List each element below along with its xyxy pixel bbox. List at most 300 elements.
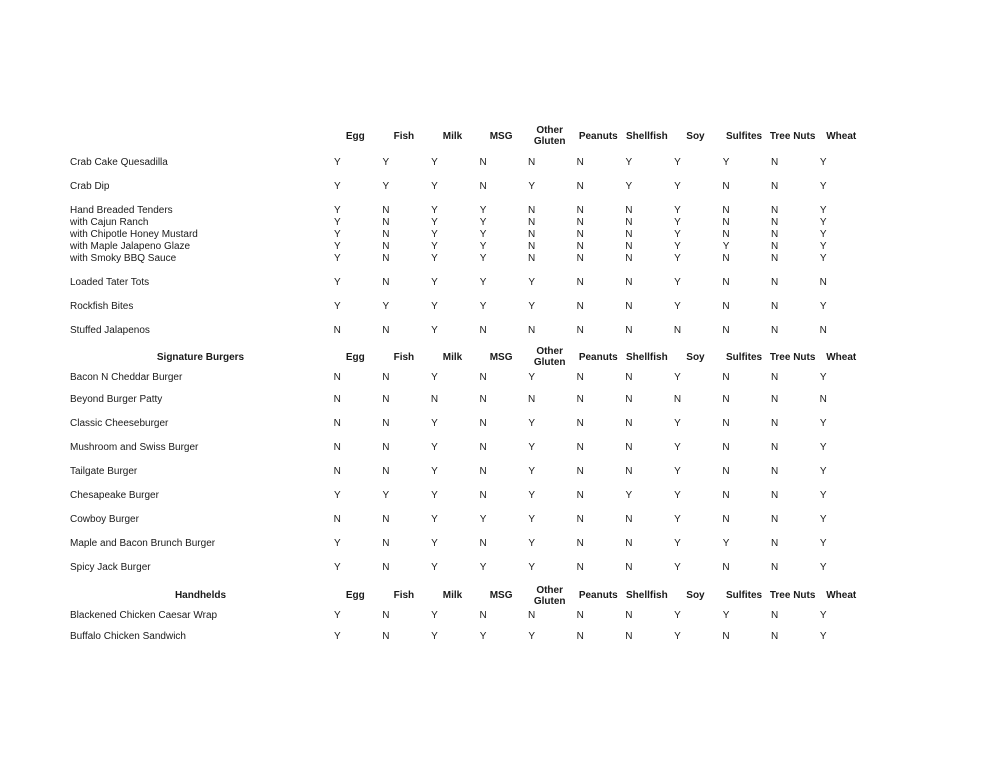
allergen-value: Y [431, 301, 438, 312]
allergen-cell-soy [671, 436, 720, 460]
allergen-value: N [722, 217, 730, 228]
column-header-fish: Fish [393, 590, 415, 601]
allergen-value: Y [431, 514, 438, 525]
allergen-value: Y [431, 631, 438, 642]
allergen-value: Y [431, 205, 438, 216]
allergen-cell-msg [477, 607, 526, 625]
allergen-cell-other-gluten [525, 271, 574, 295]
allergen-cell-wheat [817, 368, 866, 388]
allergen-value: N [333, 394, 341, 405]
allergen-cell-sulfites [720, 388, 769, 412]
allergen-cell-milk [428, 217, 477, 229]
item-name: with Maple Jalapeno Glaze [70, 241, 191, 252]
allergen-cell-sulfites [720, 217, 769, 229]
allergen-value: Y [819, 241, 827, 252]
allergen-cell-milk [428, 460, 477, 484]
allergen-value: N [479, 325, 487, 336]
allergen-cell-milk [428, 484, 477, 508]
allergen-cell-egg [331, 319, 380, 343]
allergen-value: Y [431, 325, 438, 336]
allergen-value: Y [431, 217, 438, 228]
column-header-milk: Milk [442, 351, 463, 363]
section-header [70, 121, 866, 151]
allergen-cell-sulfites [720, 175, 769, 199]
column-header-egg: Egg [345, 590, 365, 601]
allergen-value: N [333, 325, 341, 336]
allergen-value: N [479, 181, 487, 192]
allergen-value: N [722, 442, 730, 453]
allergen-cell-tree-nuts [768, 241, 817, 253]
item-name: Classic Cheeseburger [70, 418, 169, 429]
allergen-cell-soy [671, 253, 720, 271]
allergen-value: Y [528, 490, 535, 501]
allergen-value: N [722, 205, 730, 216]
allergen-cell-sulfites [720, 484, 769, 508]
item-name: Stuffed Jalapenos [70, 325, 150, 336]
allergen-cell-other-gluten [525, 484, 574, 508]
allergen-value: N [673, 394, 682, 405]
allergen-value: Y [333, 301, 341, 312]
item-name: Tailgate Burger [70, 466, 138, 477]
allergen-cell-fish [380, 151, 429, 175]
allergen-cell-wheat [817, 217, 866, 229]
allergen-value: N [771, 562, 779, 573]
allergen-row-stuffed-jalapenos [70, 319, 866, 343]
allergen-cell-wheat [817, 229, 866, 241]
allergen-value: N [576, 217, 584, 228]
allergen-value: N [722, 562, 730, 573]
allergen-cell-sulfites [720, 199, 769, 217]
allergen-value: N [771, 418, 779, 429]
allergen-cell-egg [331, 484, 380, 508]
allergen-cell-msg [477, 484, 526, 508]
allergen-value: Y [819, 229, 827, 240]
allergen-value: N [771, 442, 779, 453]
allergen-value: N [819, 325, 827, 336]
allergen-value: N [479, 610, 487, 621]
allergen-cell-peanuts [574, 460, 623, 484]
allergen-cell-wheat [817, 253, 866, 271]
allergen-cell-msg [477, 199, 526, 217]
column-header-other-gluten: Other Gluten [533, 125, 566, 147]
allergen-row-with-smoky-bbq-sauce [70, 253, 866, 271]
allergen-cell-msg [477, 460, 526, 484]
allergen-cell-milk [428, 388, 477, 412]
section-rows [70, 607, 866, 649]
allergen-cell-msg [477, 532, 526, 556]
allergen-value: N [576, 394, 584, 405]
allergen-value: Y [674, 241, 681, 252]
section-rows [70, 151, 866, 343]
allergen-value: Y [528, 372, 535, 383]
allergen-value: Y [819, 562, 827, 573]
allergen-value: Y [333, 277, 341, 288]
allergen-value: N [576, 372, 584, 383]
allergen-value: N [528, 241, 536, 252]
allergen-cell-tree-nuts [768, 436, 817, 460]
allergen-value: Y [722, 610, 730, 621]
allergen-value: Y [479, 277, 487, 288]
allergen-value: Y [528, 631, 535, 642]
allergen-cell-sulfites [720, 607, 769, 625]
allergen-value: Y [819, 217, 827, 228]
allergen-cell-peanuts [574, 436, 623, 460]
allergen-row-rockfish-bites [70, 295, 866, 319]
allergen-value: Y [431, 241, 438, 252]
allergen-cell-milk [428, 607, 477, 625]
allergen-cell-egg [331, 175, 380, 199]
allergen-value: Y [333, 241, 341, 252]
allergen-cell-msg [477, 253, 526, 271]
item-name: with Smoky BBQ Sauce [70, 253, 177, 264]
allergen-value: N [722, 418, 730, 429]
allergen-value: N [771, 631, 779, 642]
allergen-value: Y [333, 610, 341, 621]
allergen-cell-egg [331, 295, 380, 319]
allergen-cell-other-gluten [525, 607, 574, 625]
allergen-value: N [576, 631, 584, 642]
allergen-value: Y [674, 205, 681, 216]
allergen-value: Y [431, 372, 438, 383]
allergen-cell-wheat [817, 319, 866, 343]
allergen-value: N [771, 325, 779, 336]
allergen-cell-msg [477, 295, 526, 319]
allergen-cell-sulfites [720, 253, 769, 271]
allergen-cell-shellfish [623, 368, 672, 388]
allergen-value: Y [528, 466, 535, 477]
allergen-value: N [771, 490, 779, 501]
allergen-row-loaded-tater-tots [70, 271, 866, 295]
allergen-cell-milk [428, 271, 477, 295]
allergen-value: Y [431, 466, 438, 477]
column-header-sulfites: Sulfites [725, 351, 763, 363]
allergen-cell-other-gluten [525, 412, 574, 436]
allergen-value: N [382, 372, 390, 383]
allergen-value: Y [382, 157, 390, 168]
allergen-value: N [722, 372, 730, 383]
allergen-cell-shellfish [623, 151, 672, 175]
allergen-value: N [333, 442, 341, 453]
allergen-cell-shellfish [623, 607, 672, 625]
section-header-row [70, 584, 866, 607]
allergen-cell-other-gluten [525, 151, 574, 175]
allergen-value: N [528, 157, 536, 168]
allergen-cell-sulfites [720, 460, 769, 484]
section-rows [70, 368, 866, 580]
column-header-shellfish: Shellfish [626, 130, 668, 142]
allergen-cell-shellfish [623, 319, 672, 343]
allergen-cell-peanuts [574, 271, 623, 295]
allergen-value: Y [819, 372, 827, 383]
allergen-cell-msg [477, 368, 526, 388]
allergen-cell-sulfites [720, 532, 769, 556]
column-header-peanuts: Peanuts [578, 590, 618, 601]
allergen-value: N [625, 229, 633, 240]
allergen-value: Y [819, 514, 827, 525]
allergen-cell-shellfish [623, 217, 672, 229]
allergen-value: N [479, 157, 487, 168]
allergen-cell-peanuts [574, 319, 623, 343]
allergen-row-maple-and-bacon-brunch-burger [70, 532, 866, 556]
allergen-cell-fish [380, 556, 429, 580]
allergen-cell-egg [331, 412, 380, 436]
allergen-row-crab-cake-quesadilla [70, 151, 866, 175]
allergen-value: Y [674, 372, 681, 383]
column-header-wheat: Wheat [826, 351, 857, 363]
column-header-msg: MSG [489, 590, 513, 601]
allergen-cell-tree-nuts [768, 368, 817, 388]
allergen-cell-other-gluten [525, 253, 574, 271]
allergen-value: N [382, 562, 390, 573]
allergen-value: Y [674, 253, 681, 264]
allergen-cell-peanuts [574, 508, 623, 532]
allergen-cell-egg [331, 532, 380, 556]
allergen-value: Y [333, 538, 341, 549]
allergen-cell-egg [331, 253, 380, 271]
allergen-value: Y [674, 442, 681, 453]
allergen-row-spicy-jack-burger [70, 556, 866, 580]
allergen-cell-tree-nuts [768, 508, 817, 532]
allergen-cell-soy [671, 556, 720, 580]
allergen-cell-soy [671, 508, 720, 532]
allergen-value: Y [674, 301, 681, 312]
menu-section-table-handhelds [70, 584, 866, 649]
column-header-fish: Fish [393, 351, 415, 363]
allergen-row-with-maple-jalapeno-glaze [70, 241, 866, 253]
allergen-value: Y [819, 253, 827, 264]
allergen-cell-soy [671, 271, 720, 295]
allergen-cell-msg [477, 625, 526, 649]
column-header-soy: Soy [686, 351, 705, 363]
allergen-value: Y [722, 241, 730, 252]
allergen-row-with-chipotle-honey-mustard [70, 229, 866, 241]
allergen-cell-msg [477, 241, 526, 253]
allergen-value: N [528, 325, 536, 336]
allergen-cell-other-gluten [525, 217, 574, 229]
allergen-cell-other-gluten [525, 556, 574, 580]
allergen-value: Y [431, 538, 438, 549]
allergen-value: N [771, 394, 779, 405]
allergen-value: N [722, 466, 730, 477]
allergen-value: N [722, 253, 730, 264]
column-header-tree-nuts: Tree Nuts [769, 130, 816, 142]
allergen-value: N [528, 217, 536, 228]
allergen-value: Y [528, 418, 535, 429]
allergen-cell-milk [428, 368, 477, 388]
allergen-value: N [382, 241, 390, 252]
allergen-value: N [528, 610, 536, 621]
allergen-value: Y [528, 277, 535, 288]
allergen-cell-wheat [817, 199, 866, 217]
allergen-value: Y [333, 631, 341, 642]
allergen-value: Y [674, 466, 681, 477]
allergen-cell-tree-nuts [768, 484, 817, 508]
allergen-cell-tree-nuts [768, 625, 817, 649]
allergen-cell-other-gluten [525, 175, 574, 199]
allergen-cell-sulfites [720, 508, 769, 532]
allergen-cell-msg [477, 508, 526, 532]
column-header-tree-nuts: Tree Nuts [769, 351, 816, 363]
allergen-cell-wheat [817, 241, 866, 253]
allergen-value: Y [333, 205, 341, 216]
allergen-cell-milk [428, 508, 477, 532]
allergen-value: N [771, 538, 779, 549]
column-header-sulfites: Sulfites [725, 130, 763, 142]
allergen-cell-wheat [817, 625, 866, 649]
allergen-cell-peanuts [574, 625, 623, 649]
allergen-cell-peanuts [574, 217, 623, 229]
allergen-value: Y [674, 217, 681, 228]
allergen-value: N [382, 394, 390, 405]
item-name: Cowboy Burger [70, 514, 139, 525]
item-name: Mushroom and Swiss Burger [70, 442, 199, 453]
allergen-value: Y [431, 490, 438, 501]
allergen-cell-fish [380, 532, 429, 556]
column-header-other-gluten: Other Gluten [533, 584, 566, 607]
allergen-value: N [771, 301, 779, 312]
allergen-cell-fish [380, 199, 429, 217]
allergen-cell-other-gluten [525, 368, 574, 388]
allergen-value: N [771, 205, 779, 216]
allergen-value: N [771, 372, 779, 383]
allergen-value: Y [819, 157, 827, 168]
allergen-value: N [771, 217, 779, 228]
column-header-peanuts: Peanuts [578, 130, 618, 142]
allergen-value: N [625, 253, 633, 264]
allergen-cell-sulfites [720, 271, 769, 295]
item-name: Maple and Bacon Brunch Burger [70, 538, 216, 549]
allergen-value: Y [479, 562, 487, 573]
allergen-value: Y [333, 217, 341, 228]
column-header-other-gluten: Other Gluten [533, 346, 566, 368]
allergen-value: Y [625, 157, 633, 168]
allergen-cell-peanuts [574, 484, 623, 508]
item-name: Crab Cake Quesadilla [70, 157, 168, 168]
allergen-value: Y [722, 157, 730, 168]
allergen-cell-egg [331, 625, 380, 649]
allergen-cell-peanuts [574, 229, 623, 241]
allergen-value: N [625, 394, 633, 405]
allergen-value: N [333, 372, 341, 383]
allergen-cell-fish [380, 229, 429, 241]
allergen-value: N [479, 372, 487, 383]
allergen-cell-other-gluten [525, 508, 574, 532]
allergen-cell-shellfish [623, 271, 672, 295]
allergen-cell-tree-nuts [768, 199, 817, 217]
allergen-cell-sulfites [720, 556, 769, 580]
allergen-value: N [382, 205, 390, 216]
allergen-value: N [333, 514, 341, 525]
column-header-shellfish: Shellfish [626, 351, 668, 363]
allergen-value: Y [674, 181, 681, 192]
allergen-cell-egg [331, 436, 380, 460]
section-header-row [70, 346, 866, 368]
allergen-cell-soy [671, 625, 720, 649]
item-name: Chesapeake Burger [70, 490, 159, 501]
allergen-cell-egg [331, 217, 380, 229]
allergen-value: Y [382, 301, 390, 312]
allergen-cell-egg [331, 388, 380, 412]
allergen-value: Y [674, 277, 681, 288]
column-header-shellfish: Shellfish [626, 590, 668, 601]
item-name: Beyond Burger Patty [70, 394, 163, 405]
allergen-cell-peanuts [574, 199, 623, 217]
item-name: Loaded Tater Tots [70, 277, 150, 288]
allergen-cell-tree-nuts [768, 319, 817, 343]
allergen-value: Y [333, 229, 341, 240]
allergen-row-chesapeake-burger [70, 484, 866, 508]
allergen-cell-shellfish [623, 175, 672, 199]
allergen-cell-wheat [817, 175, 866, 199]
allergen-cell-egg [331, 241, 380, 253]
allergen-value: N [771, 253, 779, 264]
allergen-cell-other-gluten [525, 460, 574, 484]
allergen-cell-tree-nuts [768, 175, 817, 199]
allergen-value: Y [674, 562, 681, 573]
allergen-row-bacon-n-cheddar-burger [70, 368, 866, 388]
allergen-value: N [625, 241, 633, 252]
allergen-value: N [576, 514, 584, 525]
allergen-value: Y [819, 442, 827, 453]
allergen-value: Y [431, 442, 438, 453]
allergen-value: N [722, 301, 730, 312]
allergen-cell-milk [428, 625, 477, 649]
allergen-cell-tree-nuts [768, 151, 817, 175]
allergen-value: N [625, 631, 633, 642]
allergen-cell-fish [380, 241, 429, 253]
allergen-value: Y [333, 490, 341, 501]
allergen-cell-milk [428, 412, 477, 436]
allergen-cell-wheat [817, 508, 866, 532]
allergen-cell-wheat [817, 436, 866, 460]
allergen-cell-wheat [817, 151, 866, 175]
allergen-cell-shellfish [623, 436, 672, 460]
allergen-cell-milk [428, 229, 477, 241]
allergen-cell-wheat [817, 484, 866, 508]
allergen-value: N [722, 490, 730, 501]
allergen-cell-other-gluten [525, 436, 574, 460]
allergen-value: N [722, 325, 730, 336]
allergen-cell-fish [380, 253, 429, 271]
allergen-cell-shellfish [623, 508, 672, 532]
allergen-cell-sulfites [720, 436, 769, 460]
allergen-cell-other-gluten [525, 199, 574, 217]
item-name: with Chipotle Honey Mustard [70, 229, 198, 240]
allergen-value: Y [479, 217, 487, 228]
allergen-cell-milk [428, 151, 477, 175]
allergen-cell-msg [477, 271, 526, 295]
allergen-cell-egg [331, 199, 380, 217]
allergen-value: N [625, 418, 633, 429]
item-name: Buffalo Chicken Sandwich [70, 631, 186, 642]
allergen-cell-tree-nuts [768, 271, 817, 295]
allergen-cell-other-gluten [525, 319, 574, 343]
allergen-value: Y [333, 253, 341, 264]
allergen-cell-fish [380, 175, 429, 199]
allergen-value: N [382, 325, 390, 336]
allergen-cell-msg [477, 217, 526, 229]
allergen-value: Y [431, 181, 438, 192]
allergen-cell-other-gluten [525, 229, 574, 241]
allergen-value: N [576, 418, 584, 429]
allergen-value: Y [431, 610, 438, 621]
allergen-cell-sulfites [720, 412, 769, 436]
allergen-cell-peanuts [574, 253, 623, 271]
allergen-cell-milk [428, 175, 477, 199]
column-header-egg: Egg [345, 351, 365, 363]
allergen-value: N [625, 301, 633, 312]
allergen-value: N [382, 277, 390, 288]
